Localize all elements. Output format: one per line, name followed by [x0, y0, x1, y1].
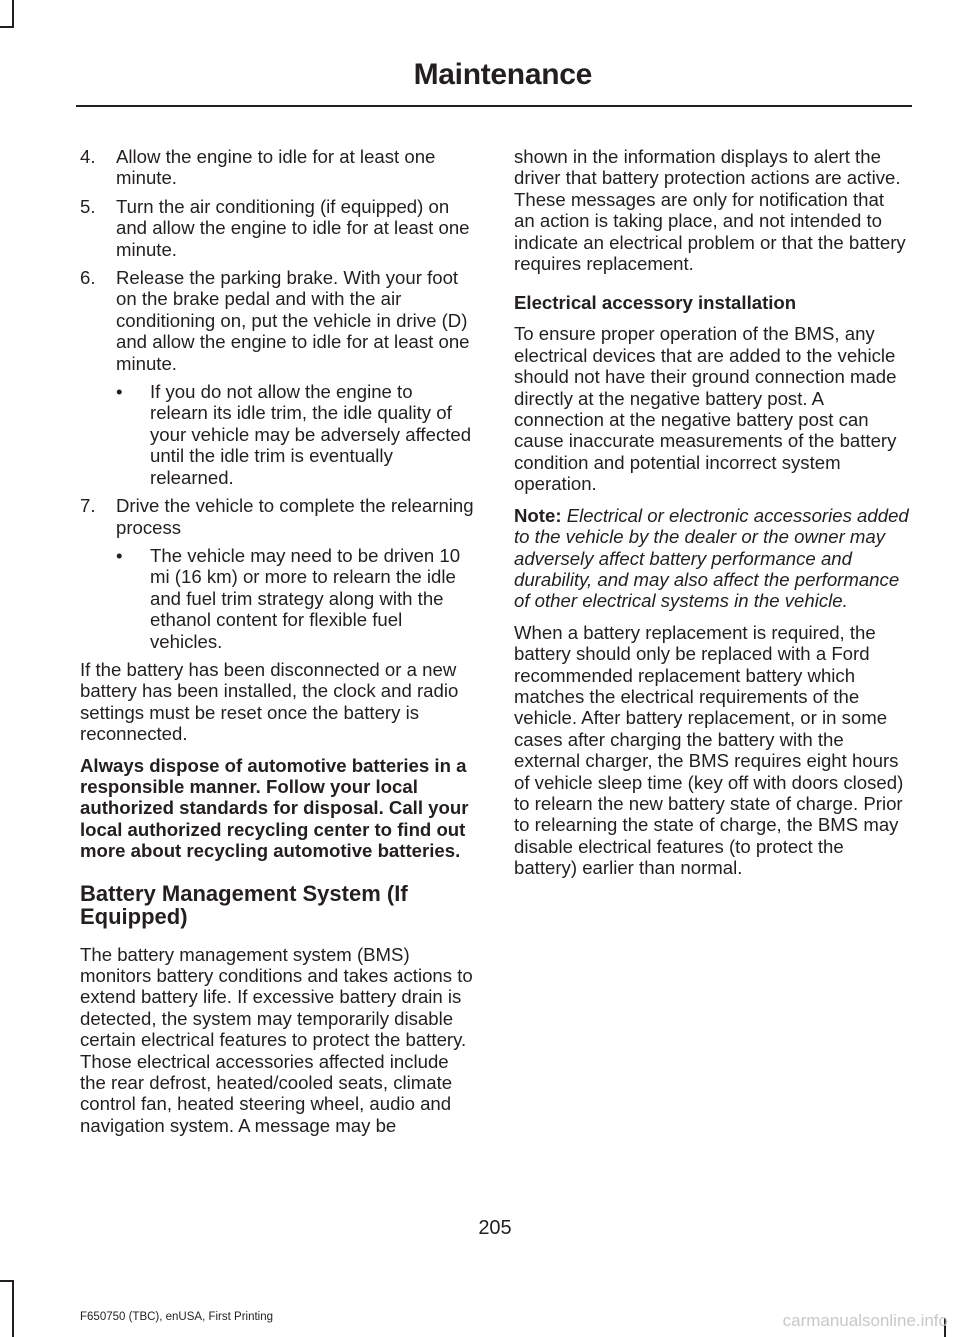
sub-bullet-text: If you do not allow the engine to relearn its idle trim, the idle quality of your vehicle may be adversely affected until the idle trim is eventually relearned. [150, 381, 472, 488]
bullet-icon: • [116, 544, 123, 566]
watermark: carmanualsonline.info [782, 1311, 948, 1330]
step-6 [80, 267, 475, 488]
header-divider [76, 105, 912, 107]
crop-mark-top-left-vertical [12, 0, 14, 28]
replacement-paragraph: When a battery replacement is required, the battery should only be replaced with a Ford recommended replacement battery which matches the electrical requirements of the vehicle. After battery replacement, or in some cases after charging the battery with the external charger, the BMS requires eight hours of vehicle sleep time (key off with doors closed) to relearn the new battery state of charge. Prior to relearning the state of charge, the BMS may disable electrical features (to protect the battery) earlier than normal. [514, 621, 904, 879]
step-text: Turn the air conditioning (if equipped) on and allow the engine to idle for at least one minute. [116, 195, 470, 260]
crop-mark-top-left-horizontal [0, 26, 14, 28]
disposal-warning: Always dispose of automotive batteries in a responsible manner. Follow your local authorized standards for disposal. Call your local authorized recycling center to find out more about recycling automotive batteries. [80, 754, 469, 862]
step-text: Allow the engine to idle for at least one minute. [116, 146, 436, 189]
note-label: Note: [514, 504, 562, 526]
step-5 [80, 196, 475, 260]
footer-edition: F650750 (TBC), enUSA, First Printing [80, 1311, 274, 1323]
crop-mark-bottom-left-horizontal [0, 1280, 14, 1282]
continuation-paragraph: shown in the information displays to alert the driver that battery protection actions are active. These messages are only for notification that an action is taking place, and not intended to indicate an electrical problem or that the battery requires replacement. [514, 146, 906, 275]
accessory-paragraph: To ensure proper operation of the BMS, any electrical devices that are added to the vehicle should not have their ground connection made directly at the negative battery post. A connection at the negative battery post can cause inaccurate measurements of the battery condition and potential incorrect system operation. [514, 323, 897, 495]
left-column [80, 146, 475, 1146]
bms-paragraph: The battery management system (BMS) monitors battery conditions and takes actions to extend battery life. If excessive battery drain is detected, the system may temporarily disable certain electrical features to protect the battery. Those electrical accessories affected include the rear defrost, heated/cooled seats, climate control fan, heated steering wheel, audio and navigation system. A message may be [80, 943, 473, 1136]
bms-heading: Battery Management System (If Equipped) [80, 880, 408, 929]
step-number: 6. [80, 267, 96, 289]
bullet-icon: • [116, 381, 123, 403]
right-column [514, 146, 909, 889]
step-4 [80, 146, 475, 189]
page-number: 205 [478, 1217, 512, 1239]
note [514, 505, 909, 612]
step-number: 4. [80, 146, 96, 167]
step-text: Release the parking brake. With your foot on the brake pedal and with the air conditioning on, put the vehicle in drive (D) and allow the engine to idle for at least one minute. [116, 267, 470, 374]
accessory-heading: Electrical accessory installation [514, 292, 797, 314]
battery-reset-paragraph: If the battery has been disconnected or a new battery has been installed, the clock and radio settings must be reset once the battery is reconnected. [80, 658, 459, 745]
step-6-sub-bullet [116, 381, 475, 488]
step-7 [80, 495, 475, 652]
step-text: Drive the vehicle to complete the relearning process [116, 495, 474, 538]
step-number: 5. [80, 195, 96, 217]
step-7-sub-bullet [116, 545, 475, 652]
step-number: 7. [80, 495, 96, 517]
section-title: Maintenance [413, 58, 592, 91]
note-text: Electrical or electronic accessories added to the vehicle by the dealer or the owner may adversely affect battery performance and durability, and may also affect the performance of other electrical systems in the vehicle. [514, 504, 909, 612]
sub-bullet-text: The vehicle may need to be driven 10 mi (16 km) or more to relearn the idle and fuel trim strategy along with the ethanol content for flexible fuel vehicles. [150, 544, 461, 652]
crop-mark-bottom-left-vertical [12, 1280, 14, 1337]
